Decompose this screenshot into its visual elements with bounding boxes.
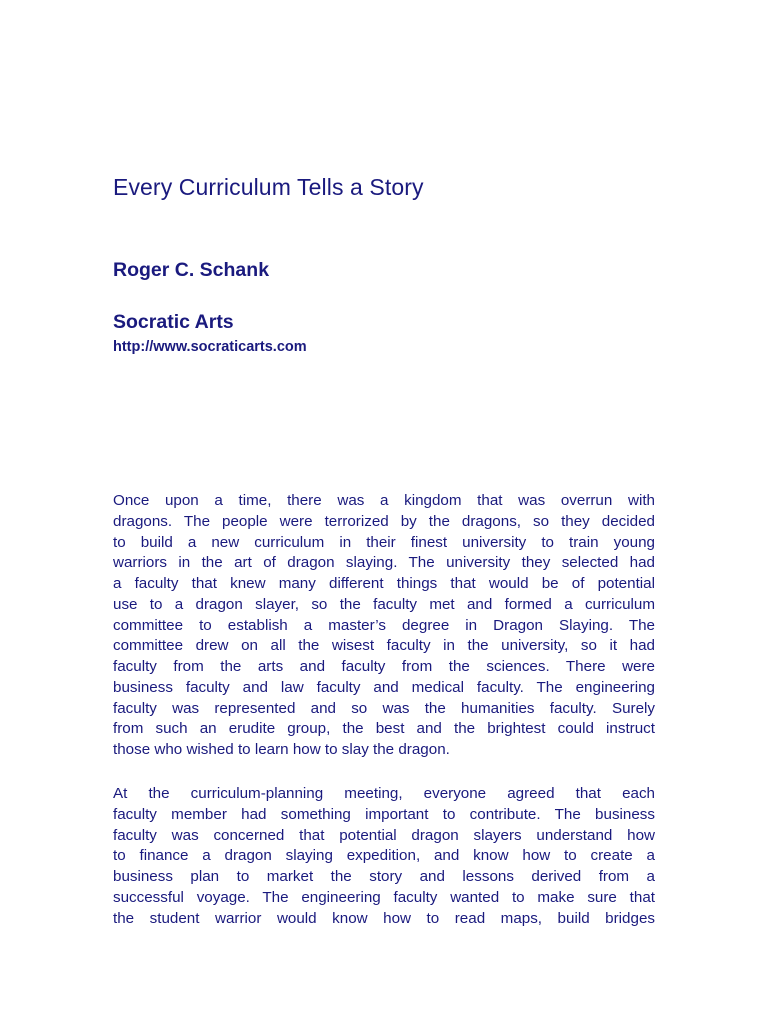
paragraph xyxy=(113,784,655,929)
text-line: business plan to market the story and lessons derived from a xyxy=(113,868,655,885)
text-line: warriors in the art of dragon slaying. The university they selected had xyxy=(113,554,655,572)
text-line: At the curriculum-planning meeting, everyone agreed that each xyxy=(113,785,655,802)
text-line: those who wished to learn how to slay the dragon. xyxy=(113,741,450,758)
document-title: Every Curriculum Tells a Story xyxy=(113,174,424,200)
text-line: faculty was represented and so was the humanities faculty. Surely xyxy=(113,699,655,717)
text-line: Once upon a time, there was a kingdom that was overrun with xyxy=(113,492,655,509)
organization-name: Socratic Arts xyxy=(113,311,234,333)
text-line: committee to establish a master’s degree in Dragon Slaying. The xyxy=(113,616,655,634)
text-line: committee drew on all the wisest faculty in the university, so it had xyxy=(113,637,655,655)
text-line: business faculty and law faculty and medical faculty. The engineering xyxy=(113,678,655,696)
text-line: faculty member had something important to contribute. The business xyxy=(113,805,655,823)
text-line: to build a new curriculum in their finest university to train young xyxy=(113,533,655,551)
text-line: faculty from the arts and faculty from the sciences. There were xyxy=(113,658,655,675)
text-line: successful voyage. The engineering faculty wanted to make sure that xyxy=(113,888,655,906)
text-line: to finance a dragon slaying expedition, and know how to create a xyxy=(113,847,655,865)
text-line: dragons. The people were terrorized by the dragons, so they decided xyxy=(113,512,655,530)
text-line: the student warrior would know how to read maps, build bridges xyxy=(113,909,655,927)
text-line: from such an erudite group, the best and the brightest could instruct xyxy=(113,720,655,738)
text-line: a faculty that knew many different things that would be of potential xyxy=(113,575,655,592)
organization-url: http://www.socraticarts.com xyxy=(113,339,307,355)
author-name: Roger C. Schank xyxy=(113,259,270,281)
text-line: faculty was concerned that potential dragon slayers understand how xyxy=(113,826,655,844)
text-line: use to a dragon slayer, so the faculty met and formed a curriculum xyxy=(113,595,655,613)
paragraph xyxy=(113,491,655,761)
